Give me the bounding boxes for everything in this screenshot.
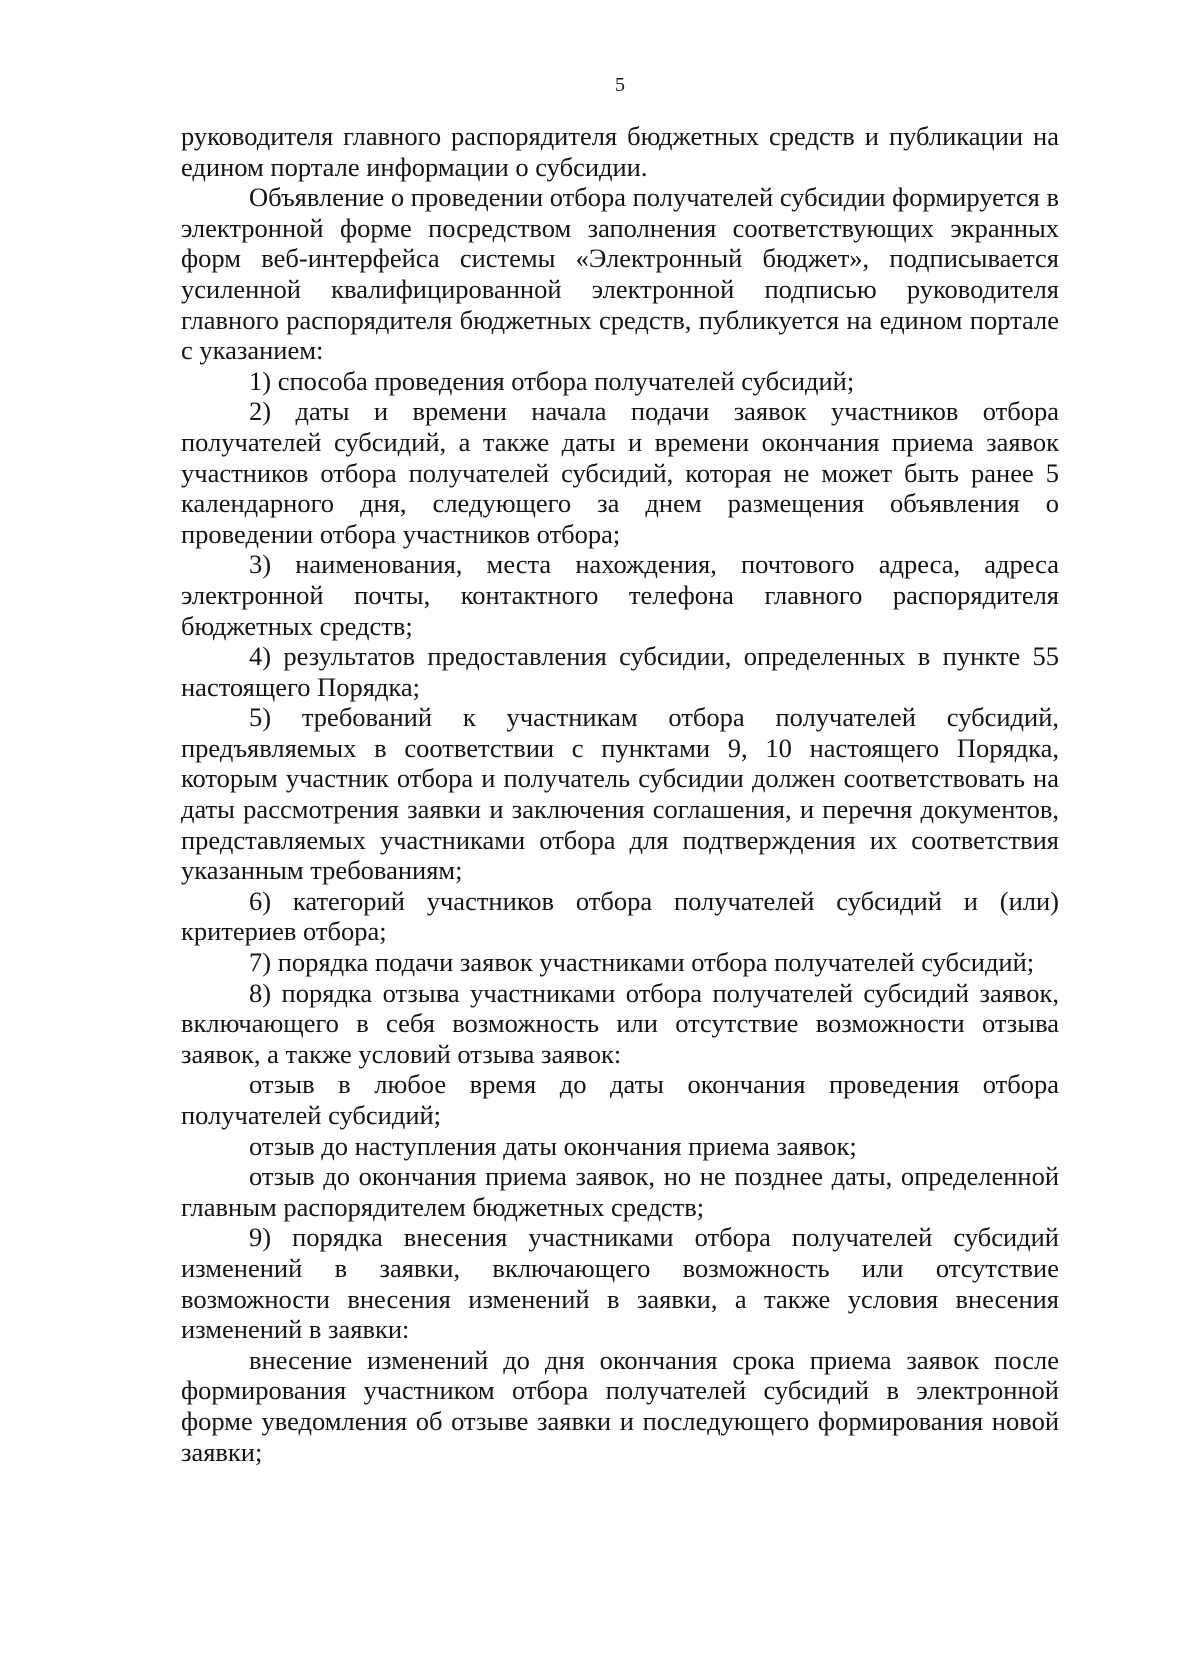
list-item-2: 2) даты и времени начала подачи заявок участников отбора получателей субсидий, а также даты и времени окончания приема заявок участников отбора получателей субсидий, которая не может быть ранее 5 календарного дня, следующего за днем размещения объявления о проведении отбора участников отбора; (181, 396, 1059, 549)
list-item-4: 4) результатов предоставления субсидии, определенных в пункте 55 настоящего Порядка; (181, 641, 1059, 702)
list-item-8: 8) порядка отзыва участниками отбора получателей субсидий заявок, включающего в себя возможность или отсутствие возможности отзыва заявок, а также условий отзыва заявок: (181, 977, 1059, 1069)
sub-item-withdraw-before-date: отзыв до окончания приема заявок, но не позднее даты, определенной главным распорядителем бюджетных средств; (181, 1161, 1059, 1222)
list-item-9: 9) порядка внесения участниками отбора получателей субсидий изменений в заявки, включающего возможность или отсутствие возможности внесения изменений в заявки, а также условия внесения изменений в заявки: (181, 1222, 1059, 1345)
paragraph-continuation: руководителя главного распорядителя бюджетных средств и публикации на едином портале информации о субсидии. (181, 121, 1059, 182)
paragraph-announcement: Объявление о проведении отбора получателей субсидии формируется в электронной форме посредством заполнения соответствующих экранных форм веб-интерфейса системы «Электронный бюджет», подписывается усиленной квалифицированной электронной подписью руководителя главного распорядителя бюджетных средств, публикуется на едином портале с указанием: (181, 182, 1059, 366)
sub-item-withdraw-anytime: отзыв в любое время до даты окончания проведения отбора получателей субсидий; (181, 1069, 1059, 1130)
document-body (181, 121, 1059, 1467)
list-item-3: 3) наименования, места нахождения, почтового адреса, адреса электронной почты, контактного телефона главного распорядителя бюджетных средств; (181, 549, 1059, 641)
list-item-7: 7) порядка подачи заявок участниками отбора получателей субсидий; (249, 947, 1035, 978)
sub-item-withdraw-before-deadline: отзыв до наступления даты окончания приема заявок; (249, 1130, 857, 1161)
list-item-6: 6) категорий участников отбора получателей субсидий и (или) критериев отбора; (181, 885, 1059, 947)
sub-item-changes: внесение изменений до дня окончания срока приема заявок после формирования участником отбора получателей субсидий в электронной форме уведомления об отзыве заявки и последующего формирования новой заявки; (181, 1344, 1059, 1467)
page-number: 5 (615, 74, 625, 96)
list-item-1: 1) способа проведения отбора получателей субсидий; (249, 365, 855, 396)
list-item-5: 5) требований к участникам отбора получателей субсидий, предъявляемых в соответствии с пунктами 9, 10 настоящего Порядка, которым участник отбора и получатель субсидии должен соответствовать на даты рассмотрения заявки и заключения соглашения, и перечня документов, представляемых участниками отбора для подтверждения их соответствия указанным требованиям; (181, 702, 1059, 886)
